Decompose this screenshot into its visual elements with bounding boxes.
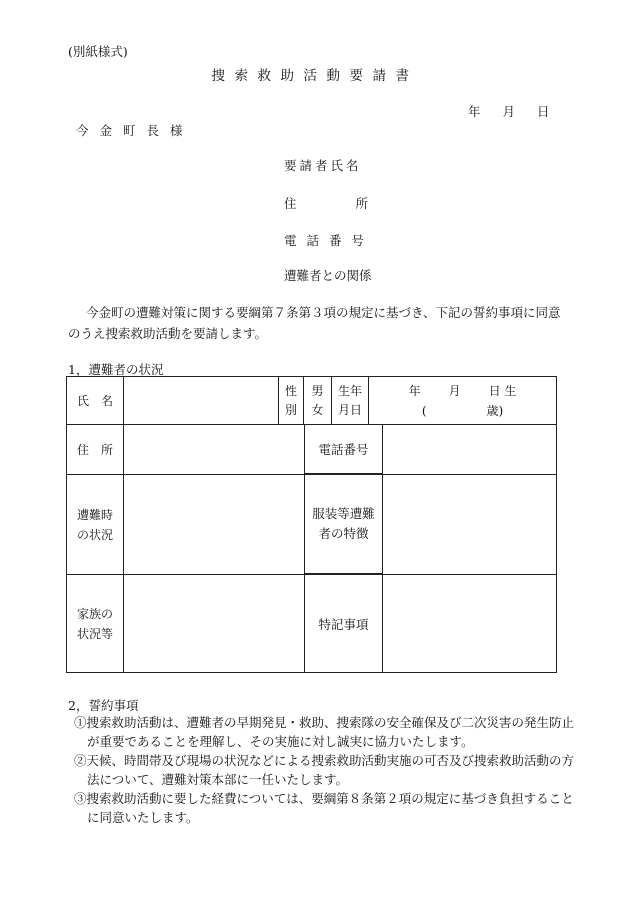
section-2-heading: 2，誓約事項 [68,698,139,713]
requester-relation-label: 遭難者との関係 [284,268,372,283]
victim-phone-field[interactable] [369,425,557,475]
sex-option-female[interactable]: 女 [311,402,324,417]
victim-name-field[interactable] [124,377,279,425]
document-title: 捜索救助活動要請書 [211,68,419,84]
pledge-item-3-line-1: ③捜索救助活動に要した経費については、要綱第８条第２項の規定に基づき負担すること [74,791,574,806]
pledge-item-1-line-2: が重要であることを理解し、その実施に対し誠実に協力いたします。 [87,734,474,749]
notes-label [304,574,383,673]
victim-phone-label-text: 電話番号 [318,442,369,457]
situation-label-line-2: の状況 [76,527,113,542]
date-line [468,102,550,120]
notes-label-text: 特記事項 [318,616,369,632]
notes-field[interactable] [369,575,557,673]
sex-option-male[interactable]: 男 [311,383,324,398]
requester-name-label: 要請者氏名 [284,158,362,173]
date-year: 年 [468,104,481,119]
address-char-2: 所 [355,196,369,211]
age-open-paren: ( [421,403,427,418]
family-field[interactable] [124,575,332,673]
clothing-label-line-2: 者の特徴 [318,526,369,541]
pledge-item-1-line-1: ①捜索救助活動は、遭難者の早期発見・救助、捜索隊の安全確保及び二次災害の発生防止 [74,715,575,730]
birth-date-row [369,381,556,401]
sex-label [279,377,304,425]
sex-label-char-2: 別 [284,402,297,417]
victim-address-label: 住 所 [67,425,124,475]
family-label-line-1: 家族の [76,606,113,621]
birth-month-marker: 月 [448,383,461,398]
age-close-label: 歳) [486,403,504,418]
victim-address-field[interactable] [124,425,332,475]
date-day: 日 [537,104,550,119]
pledge-item-2 [74,751,574,789]
victim-phone-label [304,424,383,474]
pledge-item-3-line-2: に同意いたします。 [87,810,199,825]
family-label-line-2: 状況等 [76,626,113,641]
family-label [67,575,124,673]
requester-address-label [284,194,368,212]
birth-label-line-2: 月日 [337,402,362,417]
pledge-item-3 [74,789,574,827]
requester-phone-label: 電 話 番 号 [284,233,367,248]
birth-day-marker: 日 生 [488,383,517,398]
pledge-item-1 [74,713,574,751]
situation-field[interactable] [124,475,332,575]
clothing-label-line-1: 服装等遭難 [312,506,375,521]
clothing-label [304,474,383,574]
clothing-field[interactable] [369,475,557,575]
pledge-item-2-line-2: 法について、遭難対策本部に一任いたします。 [87,772,349,787]
section-1-heading: 1，遭難者の状況 [68,362,164,377]
form-reference: (別紙様式) [68,44,128,59]
paragraph-line-1: 今金町の遭難対策に関する要綱第７条第３項の規定に基づき、下記の誓約事項に同意 [86,305,561,320]
date-month: 月 [502,104,516,119]
pledge-item-2-line-1: ②天候、時間帯及び現場の状況などによる捜索救助活動実施の可否及び捜索救助活動の方 [74,753,575,768]
birth-label [332,377,369,425]
birth-year-marker: 年 [408,383,421,398]
situation-label [67,475,124,575]
sex-label-char-1: 性 [284,383,297,398]
paragraph-line-2: のうえ捜索救助活動を要請します。 [68,326,268,341]
sex-options[interactable] [304,377,332,425]
age-row [369,401,556,421]
victim-name-label: 氏 名 [67,377,124,425]
situation-label-line-1: 遭難時 [76,507,113,522]
birth-label-line-1: 生年 [337,383,362,398]
request-paragraph [68,302,568,344]
birth-date-field[interactable] [369,377,557,425]
address-char-1: 住 [284,196,297,211]
addressee: 今金町長様 [76,123,194,138]
